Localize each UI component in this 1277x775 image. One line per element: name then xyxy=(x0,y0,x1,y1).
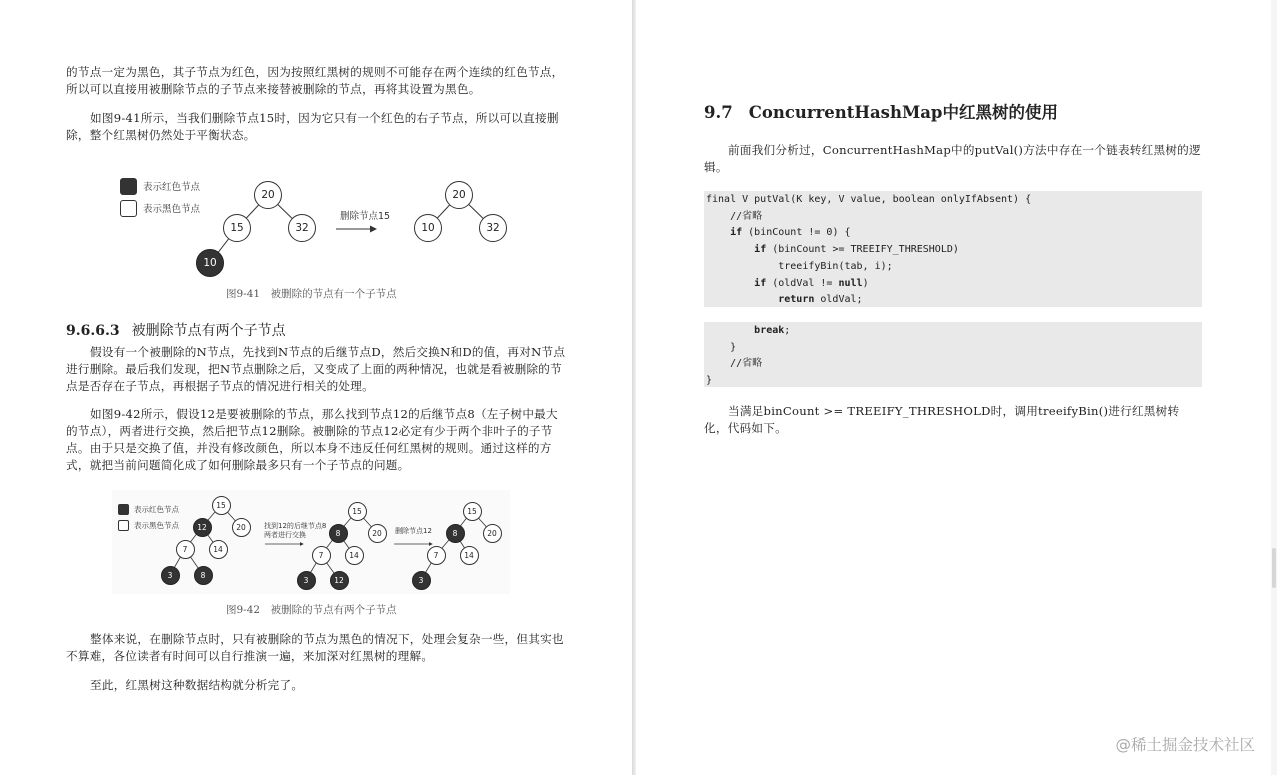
scrollbar-track[interactable] xyxy=(1271,0,1277,775)
fig42-tree3-node: 8 xyxy=(446,524,465,543)
section-title: 被删除节点有两个子节点 xyxy=(131,323,286,339)
code-keyword: return xyxy=(778,294,815,306)
fig41-after-node: 20 xyxy=(445,181,473,209)
code-line: oldVal; xyxy=(814,294,863,306)
code-keyword: break xyxy=(754,325,785,336)
paragraph-fig41-desc: 如图9-41所示，当我们删除节点15时，因为它只有一个红色的右子节点，所以可以直接删除，整个红黑树仍然处于平衡状态。 xyxy=(66,111,559,142)
code-listing-continued xyxy=(706,323,790,390)
fig42-caption: 图9-42 被删除的节点有两个子节点 xyxy=(226,604,397,616)
fig41-before-node: 20 xyxy=(254,181,282,209)
code-line: treeifyBin(tab, i); xyxy=(706,260,893,272)
paragraph-conclusion: 至此，红黑树这种数据结构就分析完了。 xyxy=(90,678,304,692)
fig41-before-node: 32 xyxy=(288,214,316,242)
paragraph-treeify: 当满足binCount >= TREEIFY_THRESHOLD时，调用treeifyBin()进行红黑树转化，代码如下。 xyxy=(704,404,1180,435)
code-line: } xyxy=(706,375,713,387)
fig42-tree1-node: 8 xyxy=(194,566,213,585)
fig41-after-node: 10 xyxy=(414,214,442,242)
fig42-tree3-node: 20 xyxy=(483,524,502,543)
fig42-tree3-node: 15 xyxy=(463,502,482,521)
fig41-arrow-label: 删除节点15 xyxy=(340,211,391,222)
fig42-arrow1-line2: 两者进行交换 xyxy=(264,531,306,539)
paragraph-putval-intro: 前面我们分析过，ConcurrentHashMap中的putVal()方法中存在一个链表转红黑树的逻辑。 xyxy=(704,143,1201,174)
watermark: @稀土掘金技术社区 xyxy=(1115,736,1255,754)
fig42-tree2-node: 15 xyxy=(348,502,367,521)
fig42-tree1-node: 14 xyxy=(209,540,228,559)
section-number: 9.6.6.3 xyxy=(66,323,120,339)
code-line: } xyxy=(706,341,737,353)
fig42-tree1-node: 7 xyxy=(176,540,195,559)
code-line: (binCount != 0) { xyxy=(742,227,851,239)
paragraph-two-children: 假设有一个被删除的N节点，先找到N节点的后继节点D，然后交换N和D的值，再对N节点进行删除。最后我们发现，把N节点删除之后，又变成了上面的两种情况，也就是看被删除的节点是否存在子节点，再根据子节点的情况进行相关的处理。 xyxy=(66,345,566,393)
legend-black-label: 表示黑色节点 xyxy=(134,520,179,530)
legend-red-label: 表示红色节点 xyxy=(143,182,201,193)
fig41-before-node: 15 xyxy=(223,214,251,242)
code-keyword: if xyxy=(754,277,767,289)
section-title: ConcurrentHashMap中红黑树的使用 xyxy=(748,103,1058,122)
code-line: (oldVal != xyxy=(766,277,839,289)
fig41-caption: 图9-41 被删除的节点有一个子节点 xyxy=(226,288,397,300)
code-line: ) xyxy=(862,277,869,289)
code-line: //省略 xyxy=(706,358,763,370)
paragraph-summary: 整体来说，在删除节点时，只有被删除的节点为黑色的情况下，处理会复杂一些，但其实也不算难，各位读者有时间可以自行推演一遍，来加深对红黑树的理解。 xyxy=(66,632,564,663)
paragraph-intro: 的节点一定为黑色，其子节点为红色，因为按照红黑树的规则不可能存在两个连续的红色节点，所以可以直接用被删除节点的子节点来接替被删除的节点，再将其设置为黑色。 xyxy=(66,65,564,96)
fig42-tree1-node: 3 xyxy=(161,566,180,585)
fig42-tree2-node: 20 xyxy=(368,524,387,543)
fig42-tree2-node: 8 xyxy=(329,524,348,543)
fig42-tree2-node: 3 xyxy=(297,571,316,590)
legend-black-label: 表示黑色节点 xyxy=(143,204,201,215)
code-listing xyxy=(706,192,1031,309)
fig42-tree3-node: 7 xyxy=(427,546,446,565)
fig41-before-node: 10 xyxy=(196,249,224,277)
code-keyword: null xyxy=(838,277,863,289)
section-heading-9-7 xyxy=(704,99,1058,123)
code-line: final V putVal(K key, V value, boolean onlyIfAbsent) { xyxy=(706,194,1032,205)
fig42-arrow1-label xyxy=(264,522,326,540)
code-keyword: if xyxy=(730,227,743,239)
fig42-tree1-node: 15 xyxy=(212,496,231,515)
section-number: 9.7 xyxy=(704,103,733,122)
fig42-tree2-node: 7 xyxy=(312,546,331,565)
legend-red-label: 表示红色节点 xyxy=(134,504,179,514)
fig42-tree1-node: 20 xyxy=(232,518,251,537)
fig41-after-node: 32 xyxy=(479,214,507,242)
fig42-tree2-node: 12 xyxy=(330,571,349,590)
code-keyword: if xyxy=(754,244,767,256)
fig42-tree3-node: 3 xyxy=(412,571,431,590)
fig42-tree3-node: 14 xyxy=(460,546,479,565)
fig42-arrow2-label: 删除节点12 xyxy=(395,527,432,535)
code-line: (binCount >= TREEIFY_THRESHOLD) xyxy=(766,244,959,256)
paragraph-fig42-desc: 如图9-42所示，假设12是要被删除的节点，那么找到节点12的后继节点8（左子树中最大的节点），两者进行交换，然后把节点12删除。被删除的节点12必定有少于两个非叶子的子节点。由于只是交换了值，并没有修改颜色，所以本身不违反任何红黑树的规则。通过这样的方式，就把当前问题简化成了如何删除最多只有一个子节点的问题。 xyxy=(66,407,558,472)
fig42-tree2-node: 14 xyxy=(345,546,364,565)
code-line: //省略 xyxy=(706,210,763,222)
code-line: ; xyxy=(784,325,791,336)
fig42-tree1-node: 12 xyxy=(193,518,212,537)
scrollbar-thumb[interactable] xyxy=(1272,548,1276,588)
fig42-arrow1-line1: 找到12的后继节点8 xyxy=(264,522,327,530)
left-page xyxy=(0,0,632,775)
